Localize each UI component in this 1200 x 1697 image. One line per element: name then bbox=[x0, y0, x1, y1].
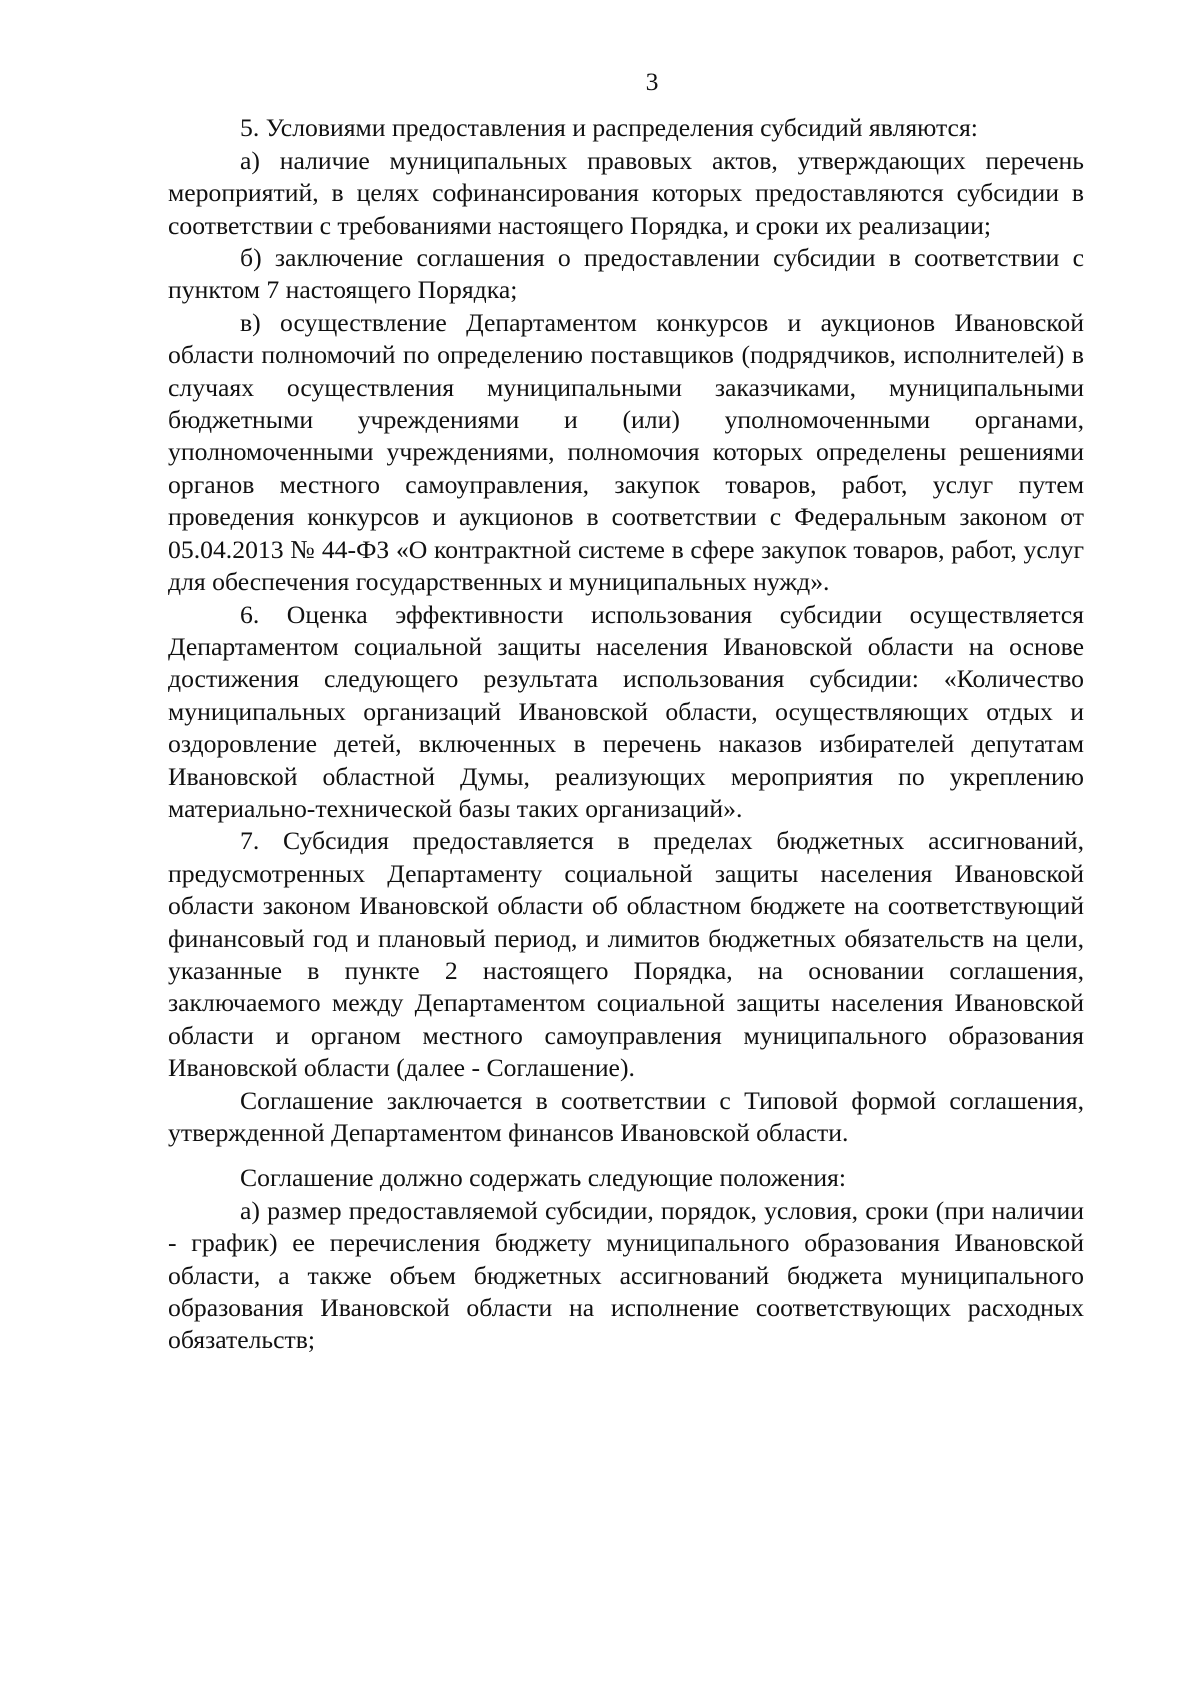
page-number: 3 bbox=[645, 67, 659, 96]
paragraph-6: 6. Оценка эффективности использования субсидии осуществляется Департаментом социальной защиты населения Ивановской области на основе достижения следующего результата использования субсидии: «Количество муниципальных организаций Ивановской области, осуществляющих отдых и оздоровление детей, включенных в перечень наказов избирателей депутатам Ивановской областной Думы, реализующих мероприятия по укреплению материально-технической базы таких организаций». bbox=[168, 599, 1084, 823]
paragraph-agreement-form: Соглашение заключается в соответствии с Типовой формой соглашения, утвержденной Департаментом финансов Ивановской области. bbox=[168, 1085, 1084, 1147]
paragraph-agreement-a: а) размер предоставляемой субсидии, порядок, условия, сроки (при наличии - график) ее перечисления бюджету муниципального образования Ивановской области, а также объем бюджетных ассигнований бюджета муниципального образования Ивановской области на исполнение соответствующих расходных обязательств; bbox=[168, 1195, 1084, 1355]
paragraph-7: 7. Субсидия предоставляется в пределах бюджетных ассигнований, предусмотренных Департаменту социальной защиты населения Ивановской области законом Ивановской области об областном бюджете на соответствующий финансовый год и плановый период, и лимитов бюджетных обязательств на цели, указанные в пункте 2 настоящего Порядка, на основании соглашения, заключаемого между Департаментом социальной защиты населения Ивановской области и органом местного самоуправления муниципального образования Ивановской области (далее - Соглашение). bbox=[168, 826, 1084, 1083]
paragraph-5b: б) заключение соглашения о предоставлении субсидии в соответствии с пунктом 7 настоящего Порядка; bbox=[168, 243, 1084, 305]
paragraph-5v: в) осуществление Департаментом конкурсов и аукционов Ивановской области полномочий по определению поставщиков (подрядчиков, исполнителей) в случаях осуществления муниципальными заказчиками, муниципальными бюджетными учреждениями и (или) уполномоченными органами, уполномоченными учреждениями, полномочия которых определены решениями органов местного самоуправления, закупок товаров, работ, услуг путем проведения конкурсов и аукционов в соответствии с Федеральным законом от 05.04.2013 № 44-ФЗ «О контрактной системе в сфере закупок товаров, работ, услуг для обеспечения государственных и муниципальных нужд». bbox=[168, 307, 1084, 597]
paragraph-5: 5. Условиями предоставления и распределения субсидий являются: bbox=[240, 113, 978, 143]
paragraph-agreement-contents: Соглашение должно содержать следующие положения: bbox=[240, 1163, 847, 1193]
paragraph-5a: а) наличие муниципальных правовых актов, утверждающих перечень мероприятий, в целях софинансирования которых предоставляются субсидии в соответствии с требованиями настоящего Порядка, и сроки их реализации; bbox=[168, 145, 1084, 240]
